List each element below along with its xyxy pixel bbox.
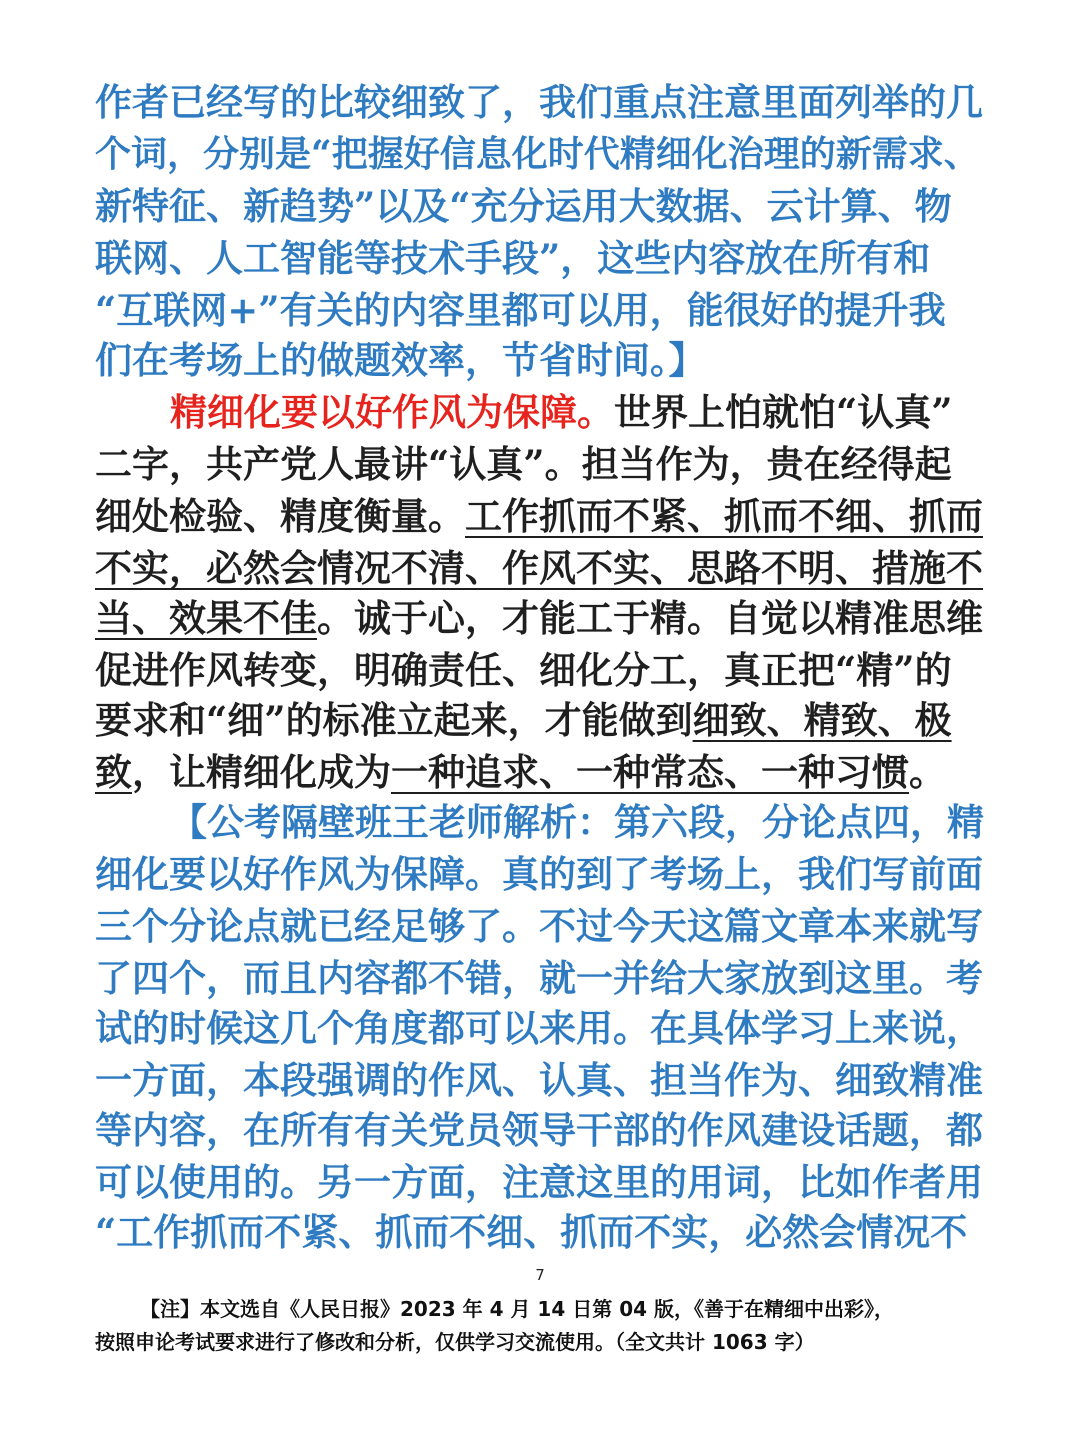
analysis-line: 一方面，本段强调的作风、认真、担当作为、细致精准 (95, 1058, 983, 1102)
subpoint-heading: 精细化要以好作风为保障。 (170, 390, 614, 434)
analysis-line: 们在考场上的做题效率，节省时间。】 (95, 338, 706, 382)
analysis-line: 等内容，在所有有关党员领导干部的作风建设话题，都 (95, 1108, 983, 1152)
analysis-line: 【公考隔壁班王老师解析：第六段，分论点四，精 (170, 800, 984, 844)
body-line (95, 746, 988, 798)
page-number: 7 (535, 1266, 545, 1284)
body-line (95, 490, 988, 542)
underlined-text: 当、效果不佳 (95, 596, 317, 640)
body-text: 细处检验、精度衡量。 (95, 494, 465, 538)
body-line (170, 386, 988, 438)
body-text: 。诚于心，才能工于精。自觉以精准思维 (317, 596, 983, 640)
underlined-text: 不实，必然会情况不清、作风不实、思路不明、措施不 (95, 546, 983, 590)
analysis-line: 个词，分别是“把握好信息化时代精细化治理的新需求、 (95, 133, 980, 175)
analysis-line: 新特征、新趋势”以及“充分运用大数据、云计算、物 (95, 184, 952, 228)
body-text: ，让精细化成为 (132, 750, 391, 794)
body-text: 世界上怕就怕“认真” (614, 390, 953, 434)
analysis-line: 细化要以好作风为保障。真的到了考场上，我们写前面 (95, 852, 983, 896)
body-text: 要求和“细”的标准立起来，才能做到 (95, 698, 693, 742)
analysis-line: “互联网+”有关的内容里都可以用，能很好的提升我 (95, 288, 946, 332)
body-line (95, 592, 988, 644)
body-line (95, 542, 988, 594)
analysis-line: 试的时候这几个角度都可以来用。在具体学习上来说， (95, 1006, 983, 1050)
analysis-line: 三个分论点就已经足够了。不过今天这篇文章本来就写 (95, 904, 983, 948)
underlined-text: 一种追求、一种常态、一种习惯 (391, 750, 909, 794)
analysis-line: 了四个，而且内容都不错，就一并给大家放到这里。考 (95, 956, 983, 1000)
underlined-text: 工作抓而不紧、抓而不细、抓而 (465, 494, 983, 538)
body-line (95, 694, 988, 746)
footnote-line: 按照申论考试要求进行了修改和分析，仅供学习交流使用。（全文共计 1063 字） (95, 1330, 815, 1354)
body-line: 促进作风转变，明确责任、细化分工，真正把“精”的 (95, 648, 952, 692)
analysis-line: 作者已经写的比较细致了，我们重点注意里面列举的几 (95, 80, 983, 124)
body-line: 二字，共产党人最讲“认真”。担当作为，贵在经得起 (95, 442, 952, 486)
analysis-line: 可以使用的。另一方面，注意这里的用词，比如作者用 (95, 1160, 983, 1204)
underlined-text: 致 (95, 750, 132, 794)
analysis-line: “工作抓而不紧、抓而不细、抓而不实，必然会情况不 (95, 1210, 968, 1254)
footnote-line: 【注】本文选自《人民日报》2023 年 4 月 14 日第 04 版，《善于在精细中出彩》， (140, 1297, 894, 1321)
body-text: 。 (909, 750, 946, 794)
analysis-line: 联网、人工智能等技术手段”，这些内容放在所有和 (95, 236, 931, 280)
underlined-text: 细致、精致、极 (692, 698, 952, 742)
